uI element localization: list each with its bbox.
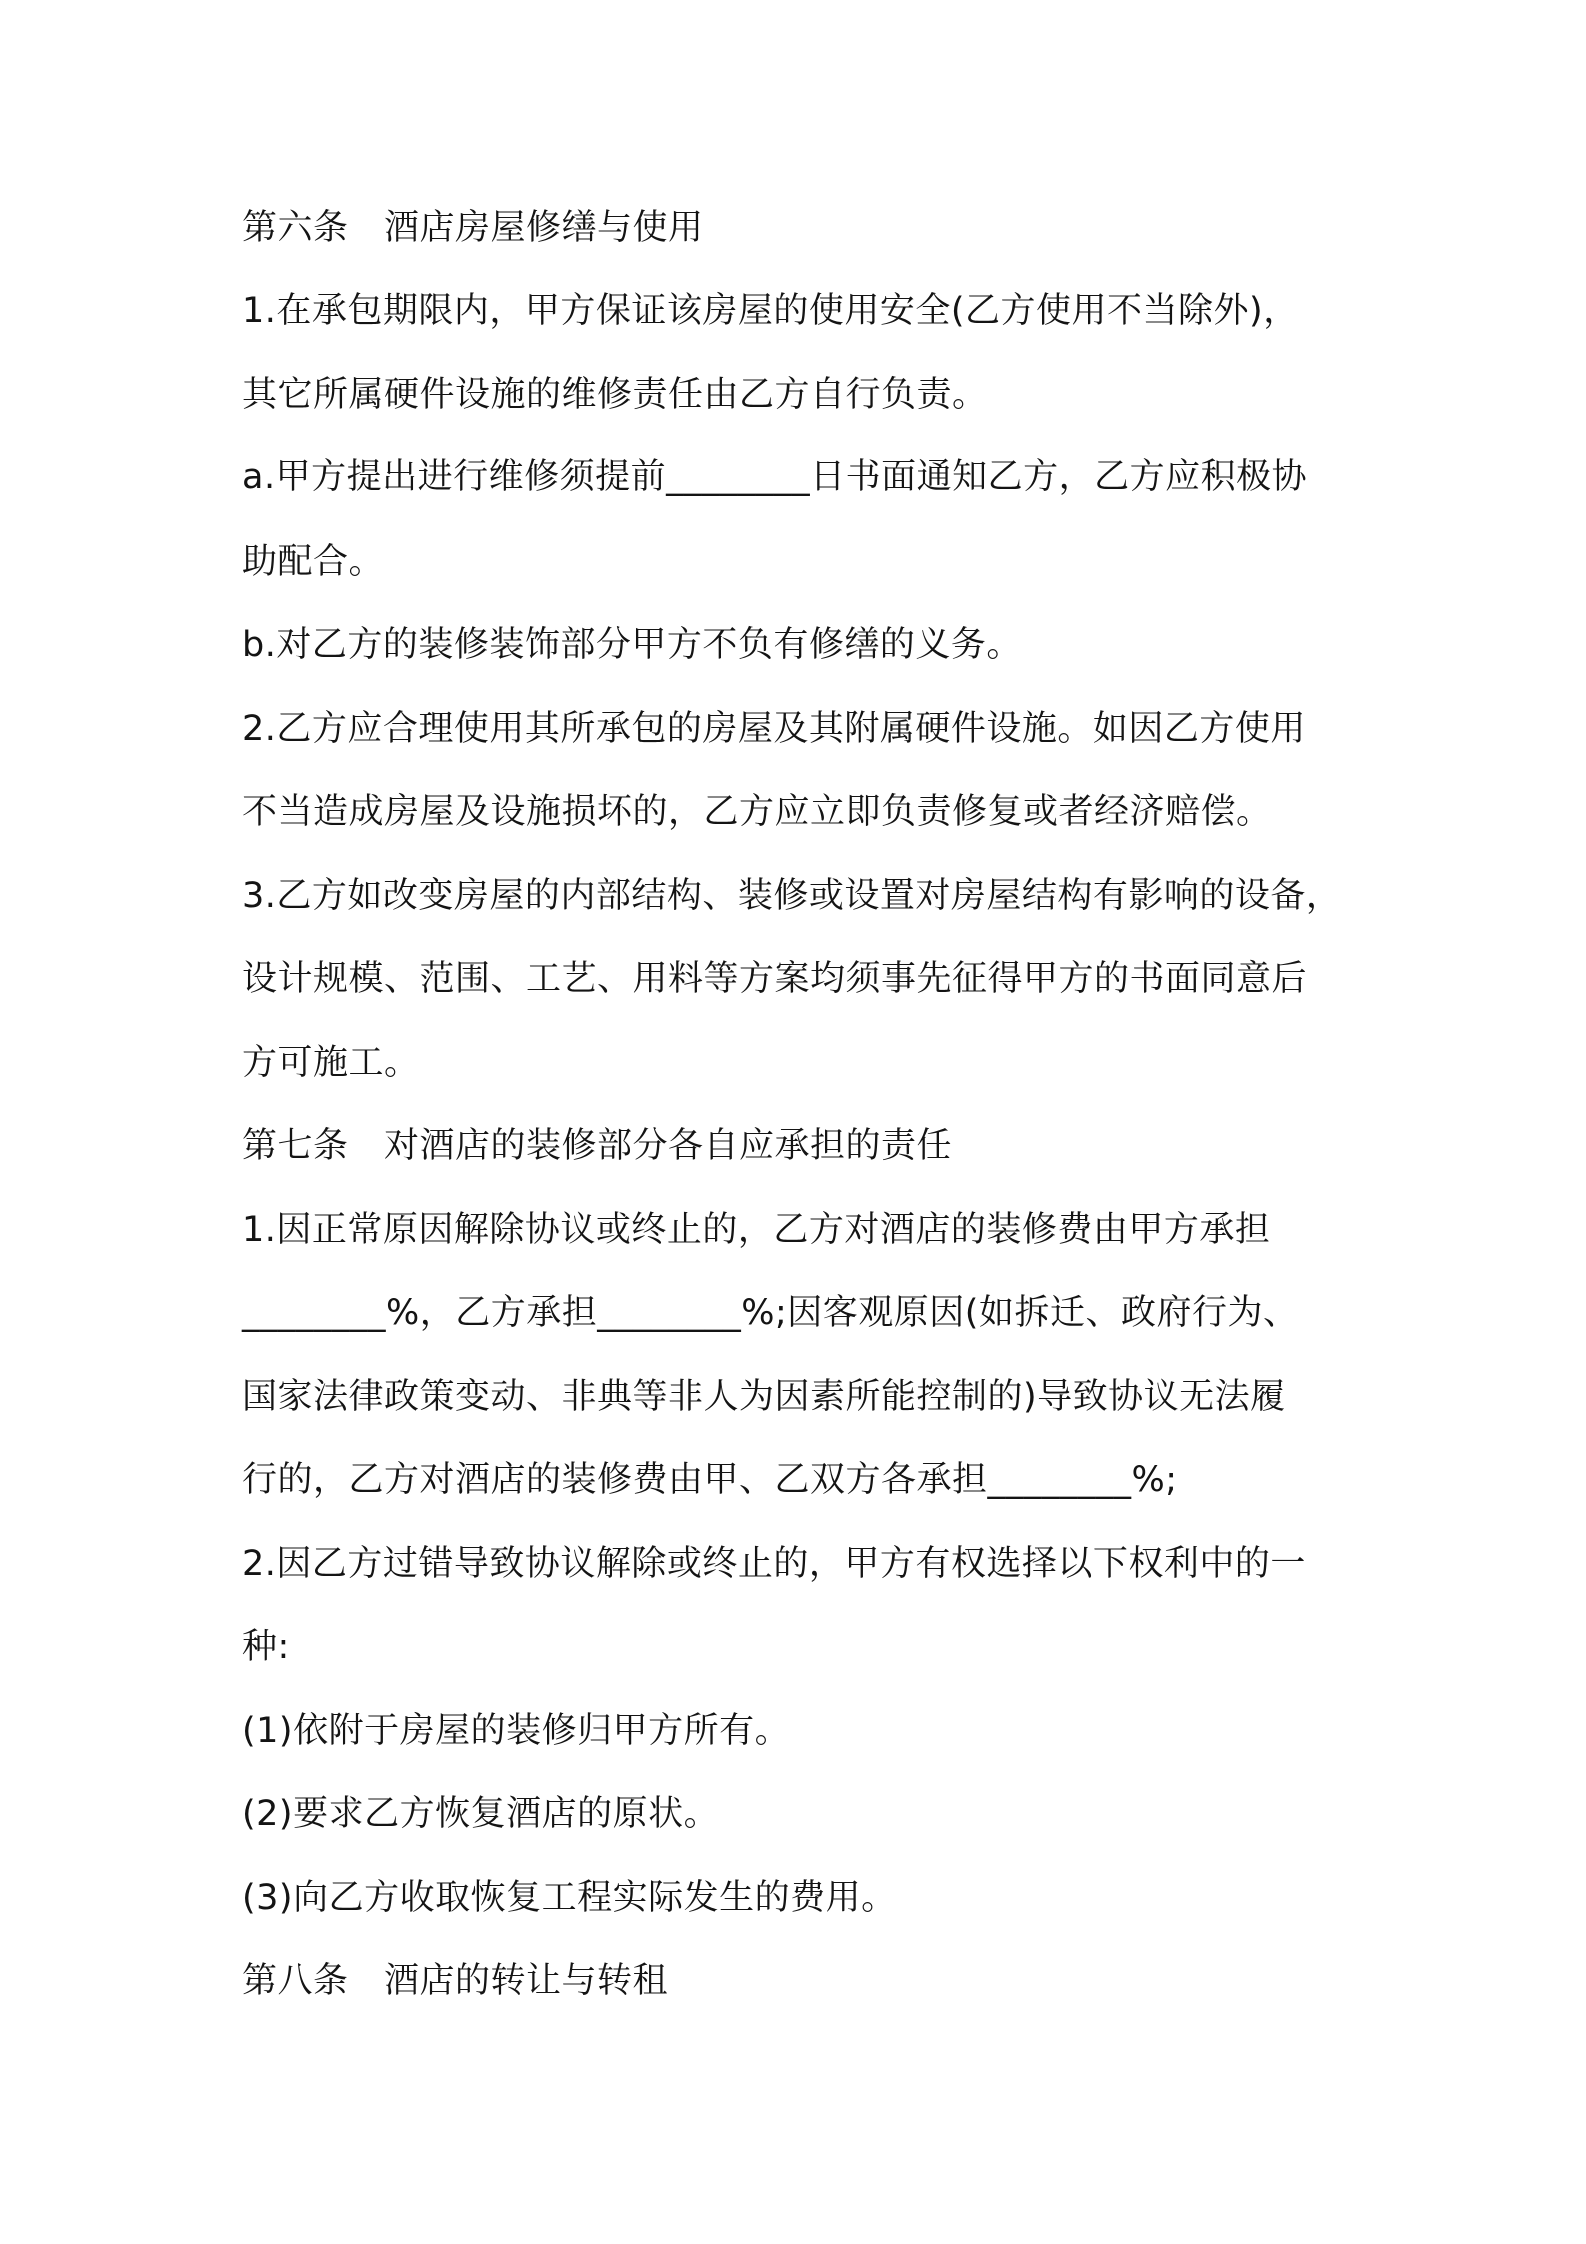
- clause-6-3-line-2: 设计规模、范围、工艺、用料等方案均须事先征得甲方的书面同意后: [242, 959, 1308, 999]
- article-7-heading: 第七条 对酒店的装修部分各自应承担的责任: [242, 1126, 953, 1166]
- article-8-heading: 第八条 酒店的转让与转租: [242, 1961, 669, 2001]
- clause-7-1-line-1: 1.因正常原因解除协议或终止的，乙方对酒店的装修费由甲方承担: [242, 1210, 1271, 1250]
- clause-6-b: b.对乙方的装修装饰部分甲方不负有修缮的义务。: [242, 625, 1022, 665]
- clause-6-2-line-1: 2.乙方应合理使用其所承包的房屋及其附属硬件设施。如因乙方使用: [242, 709, 1306, 749]
- option-1: (1)依附于房屋的装修归甲方所有。: [242, 1711, 791, 1751]
- clause-7-2-line-1: 2.因乙方过错导致协议解除或终止的，甲方有权选择以下权利中的一: [242, 1544, 1306, 1584]
- article-6-heading: 第六条 酒店房屋修缮与使用: [242, 208, 704, 248]
- clause-7-2-line-2: 种:: [242, 1627, 290, 1667]
- clause-6-3-line-1: 3.乙方如改变房屋的内部结构、装修或设置对房屋结构有影响的设备，: [242, 876, 1342, 916]
- clause-6-1-line-2: 其它所属硬件设施的维修责任由乙方自行负责。: [242, 375, 988, 415]
- clause-7-1-line-2: ________%，乙方承担________%;因客观原因(如拆迁、政府行为、: [242, 1293, 1299, 1333]
- clause-6-a-line-2: 助配合。: [242, 542, 385, 582]
- clause-7-1-line-4: 行的，乙方对酒店的装修费由甲、乙双方各承担________%;: [242, 1460, 1178, 1500]
- option-3: (3)向乙方收取恢复工程实际发生的费用。: [242, 1878, 897, 1918]
- option-2: (2)要求乙方恢复酒店的原状。: [242, 1794, 720, 1834]
- clause-6-1-line-1: 1.在承包期限内，甲方保证该房屋的使用安全(乙方使用不当除外)，: [242, 291, 1299, 331]
- clause-7-1-line-3: 国家法律政策变动、非典等非人为因素所能控制的)导致协议无法履: [242, 1377, 1286, 1417]
- clause-6-2-line-2: 不当造成房屋及设施损坏的，乙方应立即负责修复或者经济赔偿。: [242, 792, 1272, 832]
- clause-6-3-line-3: 方可施工。: [242, 1043, 420, 1083]
- clause-6-a-line-1: a.甲方提出进行维修须提前________日书面通知乙方，乙方应积极协: [242, 457, 1308, 497]
